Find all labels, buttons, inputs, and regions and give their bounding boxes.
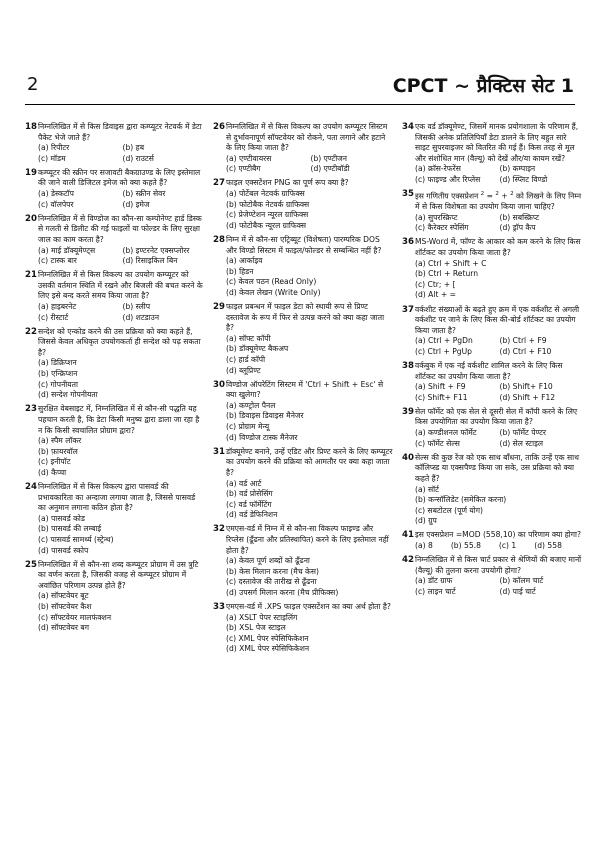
question-text: इस एक्सप्रेशन =MOD (558,10) का परिणाम क्या होगा? bbox=[415, 530, 582, 540]
header-rule bbox=[25, 104, 575, 105]
answer-option: (d) पासवर्ड स्कोप bbox=[38, 545, 89, 555]
answer-option: (b) डॉक्यूमेण्ट बैकअप bbox=[226, 344, 289, 354]
answer-option: (b) फॉर्मेट पेण्टर bbox=[499, 428, 547, 438]
answer-option: (a) डिक्रिप्शन bbox=[38, 358, 77, 368]
answer-option: (a) केवल पूर्ण शब्दों को ढूँढना bbox=[226, 556, 310, 566]
answer-options bbox=[38, 591, 205, 633]
question-text: एमएस-वर्ड में .XPS फाइल एक्सटेंशन का क्या अर्थ होता है? bbox=[226, 602, 391, 612]
question-39 bbox=[402, 407, 582, 449]
answer-option: (d) सन्देश गोपनीयता bbox=[38, 390, 98, 400]
question-31 bbox=[213, 447, 393, 521]
answer-option: (d) स्प्लिट विण्डो bbox=[499, 174, 548, 184]
answer-option: (b) XSL पेज स्टाइल bbox=[226, 623, 286, 633]
question-27 bbox=[213, 178, 393, 231]
answer-options bbox=[415, 213, 582, 234]
question-text: सन्देश को एन्कोड करने की उस प्रक्रिया को क्या कहते हैं, जिससे केवल अधिकृत उपयोगकर्ता ही सन्देश को पढ़ सकता है? bbox=[38, 326, 201, 357]
answer-options bbox=[226, 479, 393, 521]
question-text: डॉक्यूमेण्ट बनाने, उन्हें एडिट और प्रिण्ट करने के लिए कम्प्यूटर का उपयोग करने की प्रक्रिया को आमतौर पर क्या कहा जाता है? bbox=[226, 446, 393, 477]
question-34 bbox=[402, 122, 582, 186]
answer-option: (a) 8 bbox=[415, 541, 433, 550]
answer-options bbox=[38, 189, 205, 210]
answer-option: (b) डिवाइस डिवाइस मैनेजर bbox=[226, 411, 304, 421]
answer-option: (a) कण्डीशनल फॉर्मेट bbox=[415, 428, 477, 438]
question-30 bbox=[213, 380, 393, 444]
answer-option: (d) शटडाउन bbox=[122, 312, 160, 322]
question-text: निम्नलिखित में से कौन-सा शब्द कम्प्यूटर प्रोग्राम में उस त्रुटि का वर्णन करता है, जिसकी वजह से कम्प्यूटर प्रोग्राम में अवांछित परिणाम उत्पन्न होते हैं? bbox=[38, 559, 199, 590]
question-number: 30 bbox=[213, 379, 225, 390]
question-text: विण्डोज ऑपरेटिंग सिस्टम में 'Ctrl + Shift + Esc' से क्या खुलेगा? bbox=[226, 379, 384, 400]
answer-option: (a) डेस्कटॉप bbox=[38, 189, 74, 199]
question-29 bbox=[213, 302, 393, 376]
question-text: निम्नलिखित में से विण्डोज का कौन-सा कम्पोनेण्ट हार्ड डिस्क से गलती से डिलीट की गई फाइलों या फोल्डर के लिए सुरक्षा जाल का काम करता है? bbox=[38, 213, 202, 244]
question-number: 22 bbox=[25, 326, 37, 337]
question-number: 42 bbox=[402, 555, 414, 566]
question-18 bbox=[25, 122, 205, 164]
answer-options bbox=[415, 541, 582, 552]
answer-option: (d) राउटर्स bbox=[122, 153, 154, 163]
question-number: 33 bbox=[213, 602, 225, 613]
question-number: 31 bbox=[213, 446, 225, 457]
answer-option: (b) हब bbox=[122, 143, 145, 153]
answer-option: (b) स्क्रीन सेवर bbox=[122, 189, 166, 199]
answer-option: (c) मॉडम bbox=[38, 153, 66, 163]
question-number: 27 bbox=[213, 178, 225, 189]
question-number: 39 bbox=[402, 406, 414, 417]
answer-option: (d) वर्ड डेफिनिशन bbox=[226, 510, 278, 520]
question-number: 41 bbox=[402, 530, 414, 541]
answer-options bbox=[226, 334, 393, 376]
answer-option: (d) Shift + F12 bbox=[499, 392, 556, 402]
answer-option: (d) रिसाइकिल बिन bbox=[122, 256, 178, 266]
answer-option: (a) रिपीटर bbox=[38, 143, 70, 153]
question-column-3 bbox=[402, 122, 582, 601]
answer-option: (b) कम्पाइन bbox=[499, 164, 536, 174]
answer-option: (d) 558 bbox=[534, 541, 562, 550]
question-28 bbox=[213, 235, 393, 299]
answer-options bbox=[415, 382, 582, 403]
answer-option: (d) विण्डोज टास्क मैनेजर bbox=[226, 432, 298, 442]
answer-option: (c) केवल पठन (Read Only) bbox=[226, 277, 317, 287]
answer-option: (b) कन्सॉलिडेट (समेकित करना) bbox=[415, 495, 507, 505]
question-text: सेल्स की कुछ रेंज को एक साथ बाँधना, ताकि उन्हें एक साथ कॉलिप्स्ड या एक्सपैण्ड किया जा सके, उस प्रक्रिया को क्या कहते हैं? bbox=[415, 452, 579, 483]
answer-option: (a) स्पैम लॉकर bbox=[38, 436, 82, 446]
question-text: निम्नलिखित में से किस विकल्प द्वारा पासवर्ड की प्रभावकारिता का अन्दाजा लगाया जाता है, जिससे पासवर्ड का अनुमान लगाना कठिन होता है? bbox=[38, 482, 196, 513]
page-header bbox=[0, 0, 600, 128]
answer-option: (b) Ctrl + F9 bbox=[499, 336, 547, 346]
answer-options bbox=[226, 256, 393, 298]
question-number: 36 bbox=[402, 237, 414, 248]
answer-option: (a) सुपरस्क्रिप्ट bbox=[415, 212, 458, 222]
question-number: 21 bbox=[25, 270, 37, 281]
answer-options bbox=[226, 401, 393, 443]
answer-option: (a) पोर्टेबल नेटवर्क ग्राफिक्स bbox=[226, 189, 305, 199]
answer-options bbox=[415, 428, 582, 449]
answer-option: (d) कैप्चा bbox=[38, 467, 67, 477]
answer-option: (a) कण्ट्रोल पैनल bbox=[226, 400, 276, 410]
answer-option: (b) सॉफ्टवेयर कैश bbox=[38, 602, 92, 612]
answer-option: (a) Ctrl + PgDn bbox=[415, 336, 473, 346]
answer-options bbox=[415, 485, 582, 527]
answer-option: (c) लाइन चार्ट bbox=[415, 586, 456, 596]
answer-option: (d) ड्रॉप कैप bbox=[499, 223, 536, 233]
answer-options bbox=[38, 358, 205, 400]
question-number: 23 bbox=[25, 404, 37, 415]
answer-option: (c) फॉर्मेट सेल्स bbox=[415, 438, 460, 448]
question-text: फाइल एक्सटेंशन PNG का पूर्ण रूप क्या है? bbox=[226, 178, 349, 188]
question-42 bbox=[402, 555, 582, 597]
question-24 bbox=[25, 482, 205, 556]
answer-option: (a) वर्ड आर्ट bbox=[226, 478, 262, 488]
question-37 bbox=[402, 305, 582, 358]
question-20 bbox=[25, 214, 205, 267]
answer-option: (d) ब्लूप्रिण्ट bbox=[226, 365, 261, 375]
answer-option: (c) फाइण्ड और रिप्लेस bbox=[415, 174, 481, 184]
answer-options bbox=[415, 576, 582, 597]
question-number: 40 bbox=[402, 452, 414, 463]
answer-option: (a) क्रॉस-रेफरेंस bbox=[415, 164, 461, 174]
question-text: निम्नलिखित में से किस डिवाइस द्वारा कम्प्यूटर नेटवर्क में डेटा पैकेट भेजे जाते हैं? bbox=[38, 122, 202, 142]
answer-option: (d) पाई चार्ट bbox=[499, 586, 536, 596]
question-33 bbox=[213, 602, 393, 655]
answer-options bbox=[415, 336, 582, 357]
question-number: 18 bbox=[25, 122, 37, 132]
answer-option: (c) वॉलपेपर bbox=[38, 199, 74, 209]
answer-option: (b) पासवर्ड की लम्बाई bbox=[38, 524, 102, 534]
answer-option: (c) हार्ड कॉपी bbox=[226, 354, 266, 364]
answer-option: (a) सॉर्ट bbox=[415, 484, 439, 494]
answer-option: (c) रीस्टार्ट bbox=[38, 312, 69, 322]
answer-option: (c) एण्टीबैग bbox=[226, 164, 261, 174]
question-number: 25 bbox=[25, 559, 37, 570]
answer-option: (b) हिडन bbox=[226, 266, 254, 276]
answer-option: (b) फोटोबैक नेटवर्क ग्राफिक्स bbox=[226, 199, 310, 209]
question-21 bbox=[25, 270, 205, 323]
question-text: एमएस-वर्ड में निम्न में से कौन-सा विकल्प फाइण्ड और रिप्लेस (ढूँढना और प्रतिस्थापित) करने के लिए इस्तेमाल नहीं होता है? bbox=[226, 524, 389, 555]
answer-option: (d) इमेज bbox=[122, 199, 150, 209]
question-number: 35 bbox=[402, 189, 414, 200]
answer-option: (c) Ctrl + PgUp bbox=[415, 346, 472, 356]
question-36 bbox=[402, 237, 582, 301]
question-40 bbox=[402, 453, 582, 527]
answer-option: (a) Shift + F9 bbox=[415, 382, 466, 392]
answer-option: (d) फोटोबैक न्यूरल ग्राफिक्स bbox=[226, 220, 306, 230]
question-number: 38 bbox=[402, 361, 414, 371]
answer-option: (c) प्रोग्राम मेन्यू bbox=[226, 422, 270, 432]
answer-option: (d) XML पेपर स्पेसिफिकेशन bbox=[226, 644, 310, 654]
answer-option: (a) आर्काइव bbox=[226, 256, 263, 266]
answer-option: (a) XSLT पेपर स्टाइलिंग bbox=[226, 612, 298, 622]
answer-option: (b) Ctrl + Return bbox=[415, 269, 479, 279]
answer-options bbox=[38, 436, 205, 478]
answer-option: (d) Alt + = bbox=[415, 290, 456, 300]
answer-option: (d) एण्टीबॉडी bbox=[310, 164, 350, 174]
answer-options bbox=[415, 164, 582, 185]
question-text: इस गणितीय एक्सप्रेशन $^2$ = $^2$ + $^2$ को लिखने के लिए निम्न में से किस विशेषता का उपयोग किया जाना चाहिए? bbox=[415, 191, 582, 212]
question-column-1 bbox=[25, 122, 205, 637]
question-25 bbox=[25, 560, 205, 634]
answer-option: (c) गोपनीयता bbox=[38, 379, 78, 389]
question-number: 37 bbox=[402, 304, 414, 315]
answer-option: (a) डॉट ग्राफ bbox=[415, 576, 453, 586]
answer-option: (a) माई डॉक्यूमेण्ट्स bbox=[38, 245, 96, 255]
answer-option: (d) सॉफ्टवेयर बग bbox=[38, 623, 90, 633]
answer-option: (b) 55.8 bbox=[450, 541, 481, 550]
answer-option: (a) हाइबरनेट bbox=[38, 302, 77, 311]
answer-option: (c) दस्तावेज की तारीख से ढूँढना bbox=[226, 577, 317, 587]
question-19 bbox=[25, 168, 205, 210]
answer-option: (b) Shift+ F10 bbox=[499, 382, 553, 392]
answer-options bbox=[226, 556, 393, 598]
question-number: 32 bbox=[213, 524, 225, 535]
answer-option: (c) XML पेपर स्पेसिफिकेशन bbox=[226, 633, 309, 643]
answer-option: (d) Ctrl + F10 bbox=[499, 346, 552, 356]
answer-option: (d) केवल लेखन (Write Only) bbox=[226, 287, 321, 297]
answer-option: (d) ग्रुप bbox=[415, 516, 437, 526]
answer-option: (b) सबस्क्रिप्ट bbox=[499, 212, 540, 222]
question-number: 34 bbox=[402, 122, 414, 132]
question-32 bbox=[213, 524, 393, 598]
question-text: सुरक्षित वेबसाइट में, निम्नलिखित में से कौन-सी पद्धति यह पहचान करती है, कि डेटा किसी मनुष्य द्वारा डाला जा रहा है न कि किसी स्वचालित प्रोग्राम द्वारा? bbox=[38, 404, 200, 435]
answer-option: (c) Shift+ F11 bbox=[415, 392, 468, 402]
answer-option: (c) 1 bbox=[498, 541, 517, 550]
answer-options bbox=[226, 613, 393, 655]
answer-option: (b) स्लीप bbox=[122, 302, 151, 311]
question-text: कम्प्यूटर की स्क्रीन पर सजावटी बैकग्राउण्ड के लिए इस्तेमाल की जाने वाली डिजिटल इमेज को क्या कहते हैं? bbox=[38, 167, 201, 188]
answer-options bbox=[226, 154, 393, 175]
answer-option: (b) कॉलम चार्ट bbox=[499, 576, 544, 586]
question-number: 20 bbox=[25, 213, 37, 224]
question-35 bbox=[402, 189, 582, 234]
answer-option: (b) एण्टीजन bbox=[310, 153, 348, 163]
answer-option: (a) पासवर्ड कोड bbox=[38, 513, 85, 523]
answer-option: (a) सॉफ्ट कॉपी bbox=[226, 333, 271, 343]
question-text: निम्नलिखित में से किस विकल्प का उपयोग कम्प्यूटर सिस्टम से दुर्भावनापूर्ण सॉफ्टवेयर को रोकने, पता लगाने और हटाने के लिए किया जाता है? bbox=[226, 122, 388, 153]
answer-option: (c) वर्ड फॉर्मेटिंग bbox=[226, 499, 272, 509]
answer-option: (c) सॉफ्टवेयर मालफंक्शन bbox=[38, 612, 112, 622]
answer-option: (c) कैरेक्टर स्पेसिंग bbox=[415, 223, 469, 233]
answer-option: (b) फ़ायरवॉल bbox=[38, 446, 78, 456]
question-number: 24 bbox=[25, 482, 37, 492]
answer-option: (c) प्रेजेण्टेशन न्यूरल ग्राफिक्स bbox=[226, 210, 309, 220]
answer-option: (b) वर्ड प्रोसेसिंग bbox=[226, 489, 273, 499]
answer-option: (b) एन्क्रिप्शन bbox=[38, 369, 78, 379]
answer-options bbox=[38, 302, 205, 323]
answer-option: (c) इनीपॉट bbox=[38, 457, 71, 467]
page-number: 2 bbox=[27, 74, 39, 95]
answer-options bbox=[38, 246, 205, 267]
answer-option: (a) Ctrl + Shift + C bbox=[415, 258, 487, 268]
question-text: सेल फॉर्मेट को एक सेल से दूसरी सेल में कॉपी करने के लिए किस उपयोगिता का उपयोग किया जाता है? bbox=[415, 406, 578, 427]
question-text: MS-Word में, फॉण्ट के आकार को कम करने के लिए किस शॉर्टकट का उपयोग किया जाता है? bbox=[415, 237, 581, 258]
question-text: निम्नलिखित में से किस चार्ट प्रकार से श्रेणियों की बजाए मानों (वैल्यू) की तुलना करना उपयोगी होगा? bbox=[415, 555, 582, 575]
question-number: 19 bbox=[25, 167, 37, 178]
answer-option: (c) पासवर्ड सामर्थ्य (स्ट्रेन्थ) bbox=[38, 534, 114, 544]
answer-options bbox=[38, 143, 205, 164]
question-text: वर्कबुक में एक नई वर्कशीट शामिल करने के लिए किस शॉर्टकट का उपयोग किया जाता है? bbox=[415, 361, 563, 381]
question-41 bbox=[402, 530, 582, 551]
answer-option: (d) उपसर्ग मिलान करना (मैच प्रीफिक्स) bbox=[226, 587, 339, 597]
question-number: 28 bbox=[213, 234, 225, 245]
answer-options bbox=[38, 514, 205, 556]
question-number: 26 bbox=[213, 122, 225, 132]
question-38 bbox=[402, 361, 582, 403]
answer-option: (b) इण्टरनेट एक्सप्लोरर bbox=[122, 245, 190, 255]
answer-option: (b) केस मिलान करना (मैच केस) bbox=[226, 566, 319, 576]
page-title: CPCT ~ प्रैक्टिस सेट 1 bbox=[392, 75, 574, 97]
question-text: निम्नलिखित में से किस विकल्प का उपयोग कम्प्यूटर को उसकी वर्तमान स्थिति में रखने और बिजली की बचत करने के लिए इसे बन्द करते समय किया जाता है? bbox=[38, 270, 203, 301]
answer-option: (d) सेल स्टाइल bbox=[499, 438, 543, 448]
question-23 bbox=[25, 404, 205, 478]
answer-option: (a) सॉफ्टवेयर बूट bbox=[38, 591, 89, 601]
answer-option: (c) टास्क बार bbox=[38, 256, 77, 266]
question-text: एक वर्ड डॉक्यूमेण्ट, जिसमें मानक प्रयोगशाला के परिणाम हैं, जिसकी अनेक प्रतिलिपियाँ डेटा डालने के लिए बहुत सारे साइट सुपरवाइजर को वितरित की गई हैं। किस तरह से मूल और संशोधित मान (वैल्यू) को देखें और/या कायम रखें? bbox=[415, 122, 579, 163]
answer-option: (a) एण्टीवायरस bbox=[226, 153, 272, 163]
question-22 bbox=[25, 327, 205, 401]
answer-options bbox=[226, 189, 393, 231]
question-26 bbox=[213, 122, 393, 175]
question-text: निम्न में से कौन-सा एट्रिब्यूट (विशेषता) पारम्परिक DOS और विण्डो सिस्टम में फाइल/फोल्डर से सम्बन्धित नहीं है? bbox=[226, 234, 382, 255]
answer-option: (c) Ctr; + [ bbox=[415, 279, 456, 289]
answer-option: (c) सबटोटल (पूर्ण योग) bbox=[415, 505, 483, 515]
question-column-2 bbox=[213, 122, 393, 659]
question-text: वर्कशीट संख्याओं के बढ़ते हुए क्रम में एक वर्कशीट से अगली वर्कशीट पर जाने के लिए किस की-बोर्ड शॉर्टकट का उपयोग किया जाता है? bbox=[415, 304, 580, 335]
question-text: फाइल प्रबन्धन में फाइल डेटा को स्थायी रूप से प्रिण्ट दस्तावेज के रूप में फिर से उत्पन्न करने को क्या कहा जाता है? bbox=[226, 302, 385, 333]
answer-options bbox=[415, 259, 582, 301]
question-number: 29 bbox=[213, 302, 225, 312]
